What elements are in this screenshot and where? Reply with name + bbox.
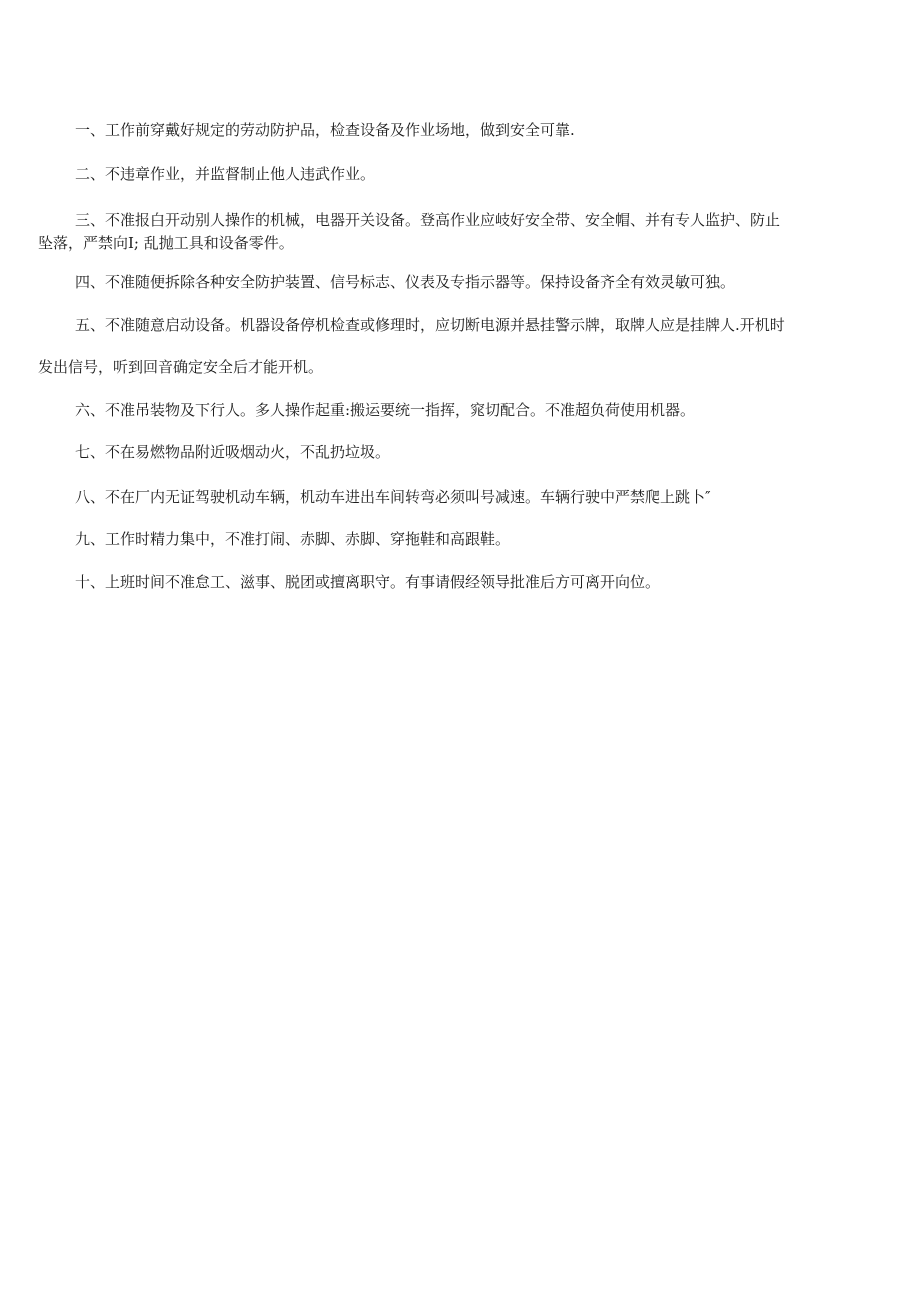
rule-8-line-1: 八、不在厂内无证驾驶机动车辆，机动车进出车间转弯必须叫号减速。车辆行驶中严禁爬上跳卜″ (75, 488, 711, 506)
rule-7-line-1: 七、不在易燃物品附近吸烟动火，不乱扔垃圾。 (75, 443, 391, 461)
rule-3-line-2: 坠落，严禁向I; 乱抛工具和设备零件。 (38, 234, 294, 252)
rule-2-line-1: 二、不违章作业，并监督制止他人违武作业。 (75, 165, 376, 183)
rule-9-line-1: 九、工作时精力集中，不准打闹、赤脚、赤脚、穿拖鞋和高跟鞋。 (75, 530, 511, 548)
rule-5-line-2: 发出信号，听到回音确定安全后才能开机。 (38, 358, 324, 376)
rule-1-line-1: 一、工作前穿戴好规定的劳动防护品，检查设备及作业场地，做到安全可靠. (75, 121, 575, 139)
rule-5-line-1: 五、不准随意启动设备。机器设备停机检查或修理时，应切断电源并悬挂警示牌，取牌人应是挂牌人.开机时 (75, 316, 785, 334)
rule-3-line-1: 三、不准报白开动别人操作的机械，电器开关设备。登高作业应岐好安全带、安全帽、并有专人监护、防止 (75, 211, 781, 229)
rule-10-line-1: 十、上班时间不准怠工、滋事、脱团或擅离职守。有事请假经领导批准后方可离开向位。 (75, 573, 661, 591)
rule-6-line-1: 六、不准吊装物及下行人。多人操作起重:搬运要统一指挥，窕切配合。不准超负荷使用机器。 (75, 401, 696, 419)
rule-4-line-1: 四、不准随便拆除各种安全防护装置、信号标志、仪表及专指示器等。保持设备齐全有效灵敏可独。 (75, 273, 736, 291)
